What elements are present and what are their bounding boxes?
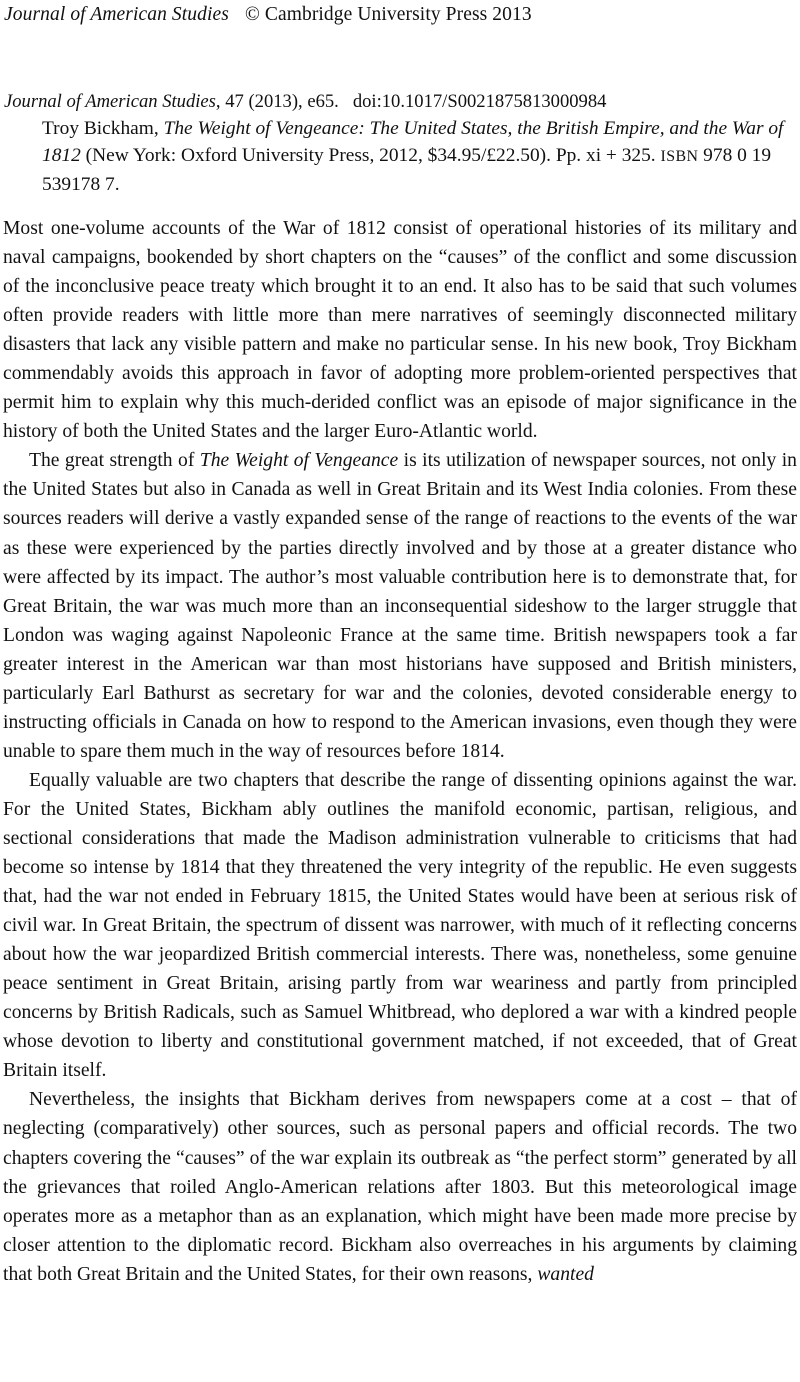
running-head: [4, 2, 796, 28]
citation-isbn-number: 978 0 19 539178 7.: [42, 145, 772, 195]
running-head-journal-title: Journal of American Studies: [4, 4, 229, 25]
paragraph: [3, 1085, 797, 1288]
text-run: Most one-volume accounts of the War of 1812 consist of operational histories of its military and naval campaigns, bookended by short chapters on the “causes” of the conflict and some discussion of the inconclusive peace treaty which brought it to an end. It also has to be said that such volumes often provide readers with little more than mere narratives of seemingly disconnected military disasters that lack any visible pattern and make no particular sense. In his new book, Troy Bickham commendably avoids this approach in favor of adopting more problem-oriented perspectives that permit him to explain why this much-derided conflict was an episode of major significance in the history of both the United States and the larger Euro-Atlantic world.: [3, 218, 797, 443]
paragraph: [3, 214, 797, 446]
text-run: is its utilization of newspaper sources, not only in the United States but also in Canada as well in Great Britain and its West India colonies. From these sources readers will derive a vastly expanded sense of the range of reactions to the events of the war as these were experienced by the parties directly involved and by those at a greater distance who were affected by its impact. The author’s most valuable contribution here is to demonstrate that, for Great Britain, the war was much more than an inconsequential sideshow to the larger struggle that London was waging against Napoleonic France at the same time. British newspapers took a far greater interest in the American war than most historians have supposed and British ministers, particularly Earl Bathurst as secretary for war and the colonies, devoted considerable energy to instructing officials in Canada on how to respond to the American invasions, even though they were unable to spare them much in the way of resources before 1814.: [3, 450, 797, 762]
citation-publication-details: (New York: Oxford University Press, 2012, $34.95/£22.50). Pp. xi + 325.: [80, 145, 661, 167]
review-body: [3, 214, 797, 1289]
citation-block: [4, 88, 797, 198]
citation-isbn-label: ISBN: [660, 148, 699, 166]
italic-run: The Weight of Vengeance: [199, 450, 399, 472]
citation-reference: [42, 115, 797, 198]
citation-author: Troy Bickham,: [42, 118, 164, 139]
citation-source-line: [4, 88, 797, 115]
citation-book-title: The Weight of Vengeance: The United States, the British Empire, and the War of 1812: [42, 118, 784, 167]
text-run: The great strength of: [29, 450, 200, 472]
text-run: Nevertheless, the insights that Bickham derives from newspapers come at a cost – that of neglecting (comparatively) other sources, such as personal papers and official records. The two chapters covering the “causes” of the war explain its outbreak as “the perfect storm” generated by all the grievances that roiled Anglo-American relations after 1803. But this meteorological image operates more as a metaphor than as an explanation, which might have been made more precise by closer attention to the diplomatic record. Bickham also overreaches in his arguments by claiming that both Great Britain and the United States, for their own reasons,: [3, 1089, 797, 1285]
citation-doi[interactable]: doi:10.1017/S0021875813000984: [352, 91, 607, 112]
paragraph: [3, 766, 797, 1086]
citation-volume-issue: , 47 (2013), e65.: [215, 91, 339, 112]
paragraph: [3, 446, 797, 766]
citation-journal-title: Journal of American Studies: [4, 91, 216, 112]
italic-run: wanted: [537, 1263, 594, 1285]
text-run: Equally valuable are two chapters that describe the range of dissenting opinions against the war. For the United States, Bickham ably outlines the manifold economic, partisan, religious, and sectional considerations that made the Madison administration vulnerable to criticisms that had become so intense by 1814 that they threatened the very integrity of the republic. He even suggests that, had the war not ended in February 1815, the United States would have been at serious risk of civil war. In Great Britain, the spectrum of dissent was narrower, with much of it reflecting concerns about how the war jeopardized British commercial interests. There was, nonetheless, some genuine peace sentiment in Great Britain, arising partly from war weariness and partly from principled concerns by British Radicals, such as Samuel Whitbread, who deplored a war with a kindred people whose devotion to liberty and constitutional government matched, if not exceeded, that of Great Britain itself.: [3, 769, 797, 1082]
running-head-copyright: © Cambridge University Press 2013: [244, 4, 532, 25]
